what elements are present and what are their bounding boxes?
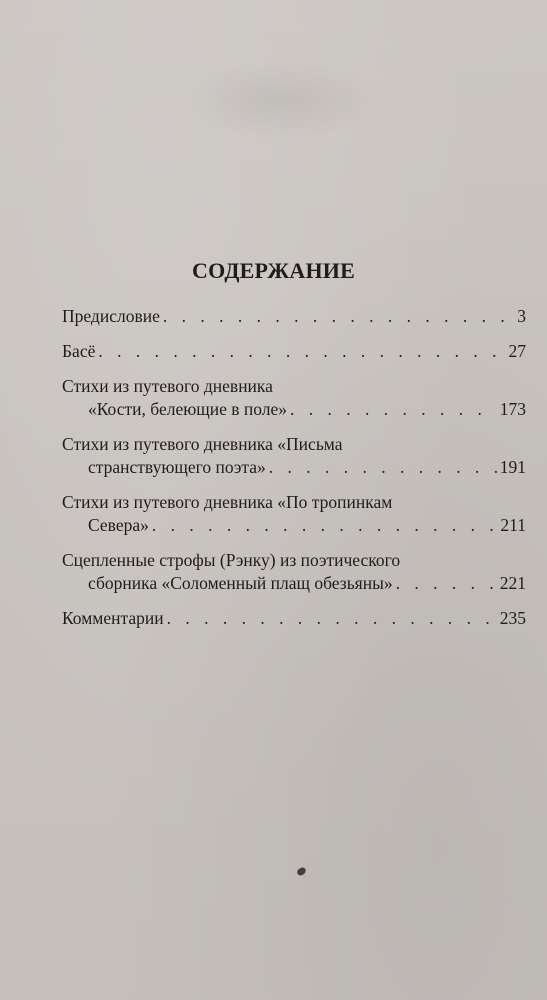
dot-leader: [98, 340, 505, 363]
toc-entry-letters-diary: [62, 433, 526, 479]
toc-heading: СОДЕРЖАНИЕ: [192, 258, 355, 283]
toc-entry-title-line-1: Стихи из путевого дневника «По тропинкам: [62, 492, 393, 512]
toc-entry-title-line-1: Стихи из путевого дневника: [62, 376, 273, 396]
dot-leader: [152, 514, 498, 537]
table-of-contents: [62, 305, 526, 642]
toc-entry-north-diary: [62, 491, 526, 537]
dot-leader: [163, 305, 514, 328]
toc-entry-title-line-2: сборника «Соломенный плащ обезьяны»: [88, 573, 393, 593]
toc-entry-page: 3: [517, 306, 526, 326]
toc-entry-page: 191: [499, 457, 526, 477]
toc-entry-page: 211: [500, 515, 526, 535]
toc-entry-page: 173: [499, 399, 526, 419]
toc-entry-page: 235: [499, 608, 526, 628]
toc-entry-preface: [62, 305, 526, 328]
toc-entry-page: 27: [508, 341, 526, 361]
toc-entry-title-line-2: Севера»: [88, 515, 149, 535]
dot-leader: [290, 398, 497, 421]
ink-speck: [296, 866, 307, 876]
toc-entry-title: Комментарии: [62, 608, 164, 628]
toc-entry-bones-diary: [62, 375, 526, 421]
toc-entry-commentary: [62, 607, 526, 630]
toc-entry-title-line-2: «Кости, белеющие в поле»: [88, 399, 288, 419]
toc-entry-title: Басё: [62, 341, 96, 361]
dot-leader: [269, 456, 497, 479]
toc-entry-title-line-1: Стихи из путевого дневника «Письма: [62, 434, 343, 454]
toc-entry-title-line-1: Сцепленные строфы (Рэнку) из поэтического: [62, 550, 401, 570]
toc-entry-title: Предисловие: [62, 306, 160, 326]
toc-entry-page: 221: [499, 573, 526, 593]
toc-entry-title-line-2: странствующего поэта»: [88, 457, 266, 477]
dot-leader: [167, 607, 497, 630]
dot-leader: [396, 572, 497, 595]
toc-entry-basho: [62, 340, 526, 363]
show-through-shadow: [180, 60, 380, 140]
toc-entry-renku: [62, 549, 526, 595]
